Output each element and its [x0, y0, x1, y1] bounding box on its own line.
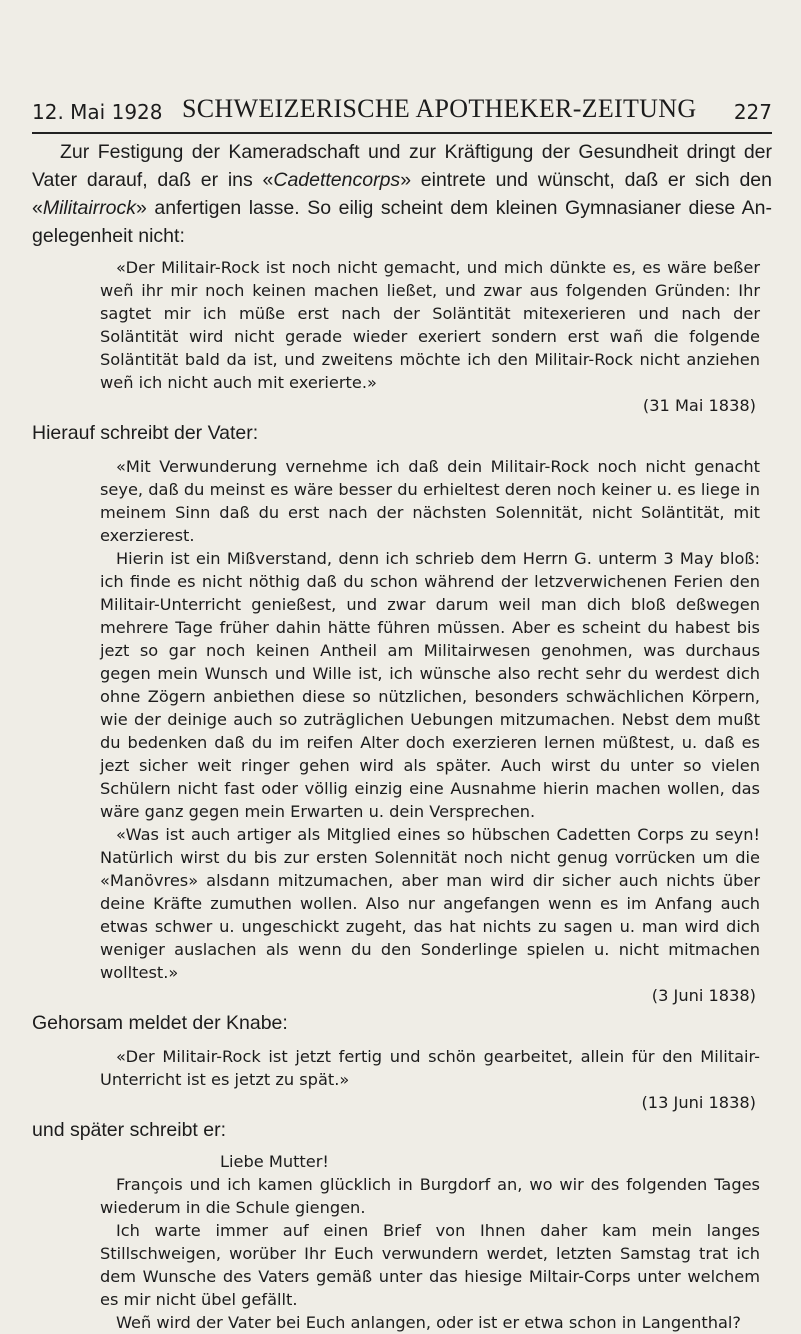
intro-italic-2: Militairrock	[42, 197, 137, 219]
letter-1-date: (31 Mai 1838)	[642, 396, 756, 415]
letter-4-para-2: Ich warte immer auf einen Brief von Ihnen daher kam mein langes Stillschweigen, worüber Ihr Euch verwundern werdet, letzten Samstag trat ich dem Wunsche des Vaters gemäß unter das hiesige Miltair-Corps unter welchem es mir nicht übel gefällt.	[100, 1221, 760, 1309]
running-header	[32, 92, 772, 134]
intro-text-3: » anfertigen lasse. So eilig scheint dem kleinen Gymnasianer diese An-gelegenheit nicht:	[32, 197, 772, 247]
issue-date: 12. Mai 1928	[32, 100, 163, 124]
letter-3	[100, 1045, 760, 1114]
intro-paragraph	[32, 138, 772, 250]
letter-4-para-1: François und ich kamen glücklich in Burgdorf an, wo wir des folgenden Tages wiederum in die Schule giengen.	[100, 1175, 760, 1217]
lead-later: und später schreibt er:	[32, 1119, 227, 1141]
article-body	[32, 138, 772, 1334]
letter-3-date: (13 Juni 1838)	[641, 1093, 756, 1112]
letter-2-para-1: «Mit Verwunderung vernehme ich daß dein Militair-Rock noch nicht genacht seye, daß du meinst es wäre besser du erhieltest deren noch keiner u. es liege in meinem Sinn daß du erst nach der nächsten Solennität, nicht Soläntität, mit exerzierest.	[100, 457, 760, 545]
letter-4	[100, 1150, 760, 1334]
intro-text-2: » eintrete und wünscht, daß er sich den «	[32, 169, 772, 219]
letter-2-para-3: «Was ist auch artiger als Mitglied eines so hübschen Cadetten Corps zu seyn! Natürlich wirst du bis zur ersten Solennität noch nicht genug vorrücken um die «Manövres» alsdann mitzumachen, aber man wird dir sicher auch nichts über deine Kräfte zumuthen wollen. Also nur angefangen wenn es im Anfang auch etwas schwer u. ungeschickt zugeht, das hat nichts zu sagen u. man wird dich weniger auslachen als wenn du den Sonderlinge spielen u. nicht mitmachen wolltest.»	[100, 825, 760, 982]
letter-4-salutation: Liebe Mutter!	[220, 1152, 329, 1171]
letter-2	[100, 455, 760, 1007]
letter-4-para-3: Weñ wird der Vater bei Euch anlangen, oder ist er etwa schon in Langenthal?	[116, 1313, 741, 1332]
intro-italic-1: Cadettencorps	[273, 169, 401, 191]
journal-title: SCHWEIZERISCHE APOTHEKER-ZEITUNG	[182, 94, 697, 123]
letter-2-para-2: Hierin ist ein Mißverstand, denn ich schrieb dem Herrn G. unterm 3 May bloß: ich finde es nicht nöthig daß du schon während der letzverwichenen Ferien den Militair-Unterricht genießest, und zwar darum weil man dich bloß deßwegen mehrere Tage früher dahin hätte führen müssen. Aber es scheint du habest bis jezt so gar noch keinen Antheil am Militairwesen genohmen, was durchaus gegen mein Wunsch und Wille ist, ich wünsche also recht sehr du werdest dich ohne Zögern anbiethen diese so nützlichen, besonders schwächlichen Körpern, wie der deinige auch so zuträglichen Uebungen mitzumachen. Nebst dem mußt du bedenken daß du im reifen Alter doch exerzieren lernen müßtest, u. daß es jezt sicher weit ringer gehen wird als später. Auch wirst du unter so vielen Schülern nicht fast oder völlig einzig eine Ausnahme hierin machen wollen, das wäre ganz gegen mein Erwarten u. dein Versprechen.	[100, 549, 760, 821]
lead-boy: Gehorsam meldet der Knabe:	[32, 1012, 288, 1034]
letter-1	[100, 256, 760, 417]
lead-father: Hierauf schreibt der Vater:	[32, 422, 259, 444]
letter-1-text: «Der Militair-Rock ist noch nicht gemacht, und mich dünkte es, es wäre beßer weñ ihr mir noch keinen machen ließet, und zwar aus folgenden Gründen: Ihr sagtet mir ich müße erst nach der Soläntität mitexerieren und nach der Soläntität wird nicht gerade wieder exeriert sondern erst wañ die folgende Soläntität bald da ist, und zweitens möchte ich den Militair-Rock nicht anziehen weñ ich nicht auch mit exerierte.»	[100, 258, 760, 392]
letter-2-date: (3 Juni 1838)	[651, 986, 756, 1005]
letter-3-text: «Der Militair-Rock ist jetzt fertig und schön gearbeitet, allein für den Militair-Unterricht ist es jetzt zu spät.»	[100, 1047, 760, 1089]
page-number: 227	[733, 100, 772, 124]
intro-text-1: Zur Festigung der Kameradschaft und zur Kräftigung der Gesundheit dringt der Vater darauf, daß er ins «	[32, 141, 772, 191]
